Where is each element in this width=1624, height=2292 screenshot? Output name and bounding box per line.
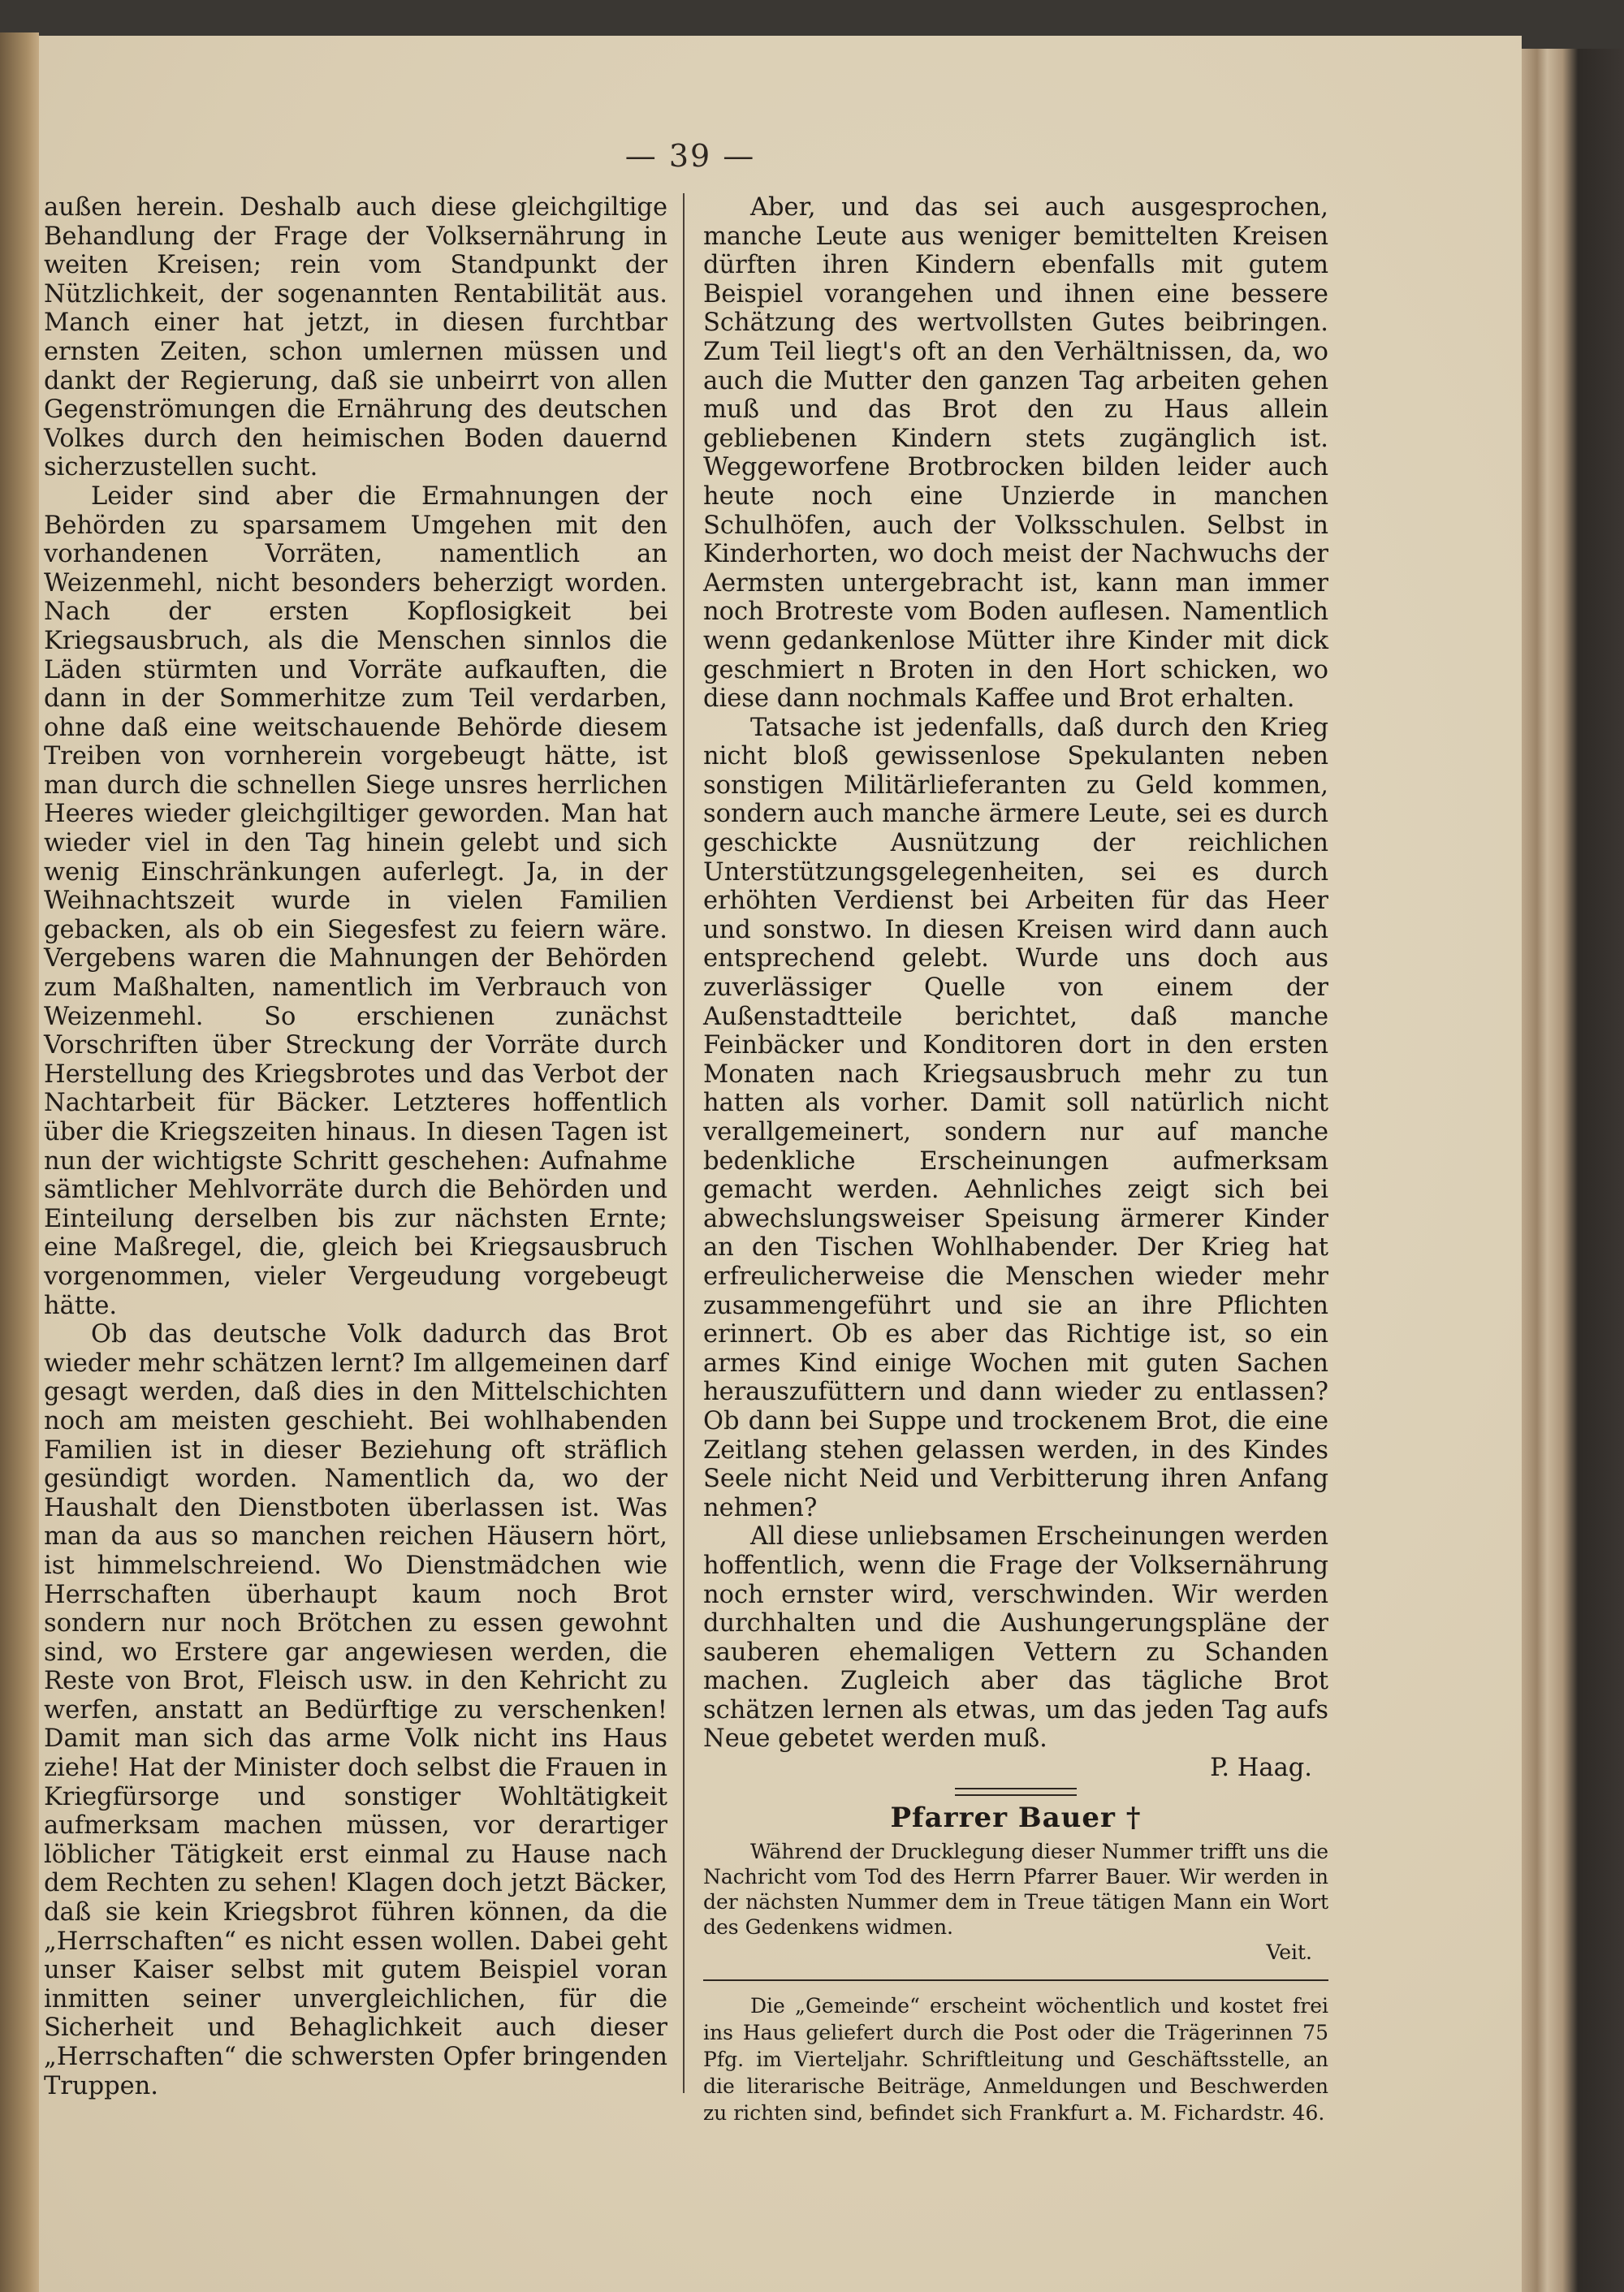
- right-column: [703, 193, 1328, 2126]
- section-separator: [955, 1788, 1077, 1796]
- column-divider: [683, 193, 685, 2093]
- left-paragraph-3: Ob das deutsche Volk dadurch das Brot wieder mehr schätzen lernt? Im allgemeinen darf gesagt werden, daß dies in den Mittelschichten noch am meisten geschieht. Bei wohlhabenden Familien ist in dieser Beziehung oft sträflich gesündigt worden. Namentlich da, wo der Haushalt den Dienstboten überlassen ist. Was man da aus so manchen reichen Häusern hört, ist himmelschreiend. Wo Dienstmädchen wie Herrschaften überhaupt kaum noch Brot sondern nur noch Brötchen zu essen gewohnt sind, wo Erstere gar angewiesen werden, die Reste von Brot, Fleisch usw. in den Kehricht zu werfen, anstatt an Bedürftige zu verschenken! Damit man sich das arme Volk nicht ins Haus ziehe! Hat der Minister doch selbst die Frauen in Kriegfürsorge und sonstiger Wohltätigkeit aufmerksam machen müssen, vor derartiger löblicher Tätigkeit erst einmal zu Hause nach dem Rechten zu sehen! Klagen doch jetzt Bäcker, daß sie kein Kriegsbrot führen können, da die „Herrschaften“ es nicht essen wollen. Dabei geht unser Kaiser selbst mit gutem Beispiel voran inmitten seiner unvergleichlichen, für die Sicherheit und Behaglichkeit auch dieser „Herrschaften“ die schwersten Opfer bringenden Truppen.: [44, 1320, 667, 2100]
- obituary-signature: Veit.: [1266, 1940, 1312, 1965]
- book-left-edge: [0, 32, 39, 2292]
- right-paragraph-3: All diese unliebsamen Erscheinungen werden hoffentlich, wenn die Frage der Volksernährung noch ernster wird, verschwinden. Wir werden durchhalten und die Aushungerungspläne der sauberen ehemaligen Vettern zu Schanden machen. Zugleich aber das tägliche Brot schätzen lernen als etwas, um das jeden Tag aufs Neue gebetet werden muß.: [703, 1522, 1328, 1754]
- obituary-title: Pfarrer Bauer †: [890, 1801, 1142, 1834]
- right-paragraph-1: Aber, und das sei auch ausgesprochen, manche Leute aus weniger bemittelten Kreisen dürften ihren Kindern ebenfalls mit gutem Beispiel vorangehen und ihnen eine bessere Schätzung des wertvollsten Gutes beibringen. Zum Teil liegt's oft an den Verhältnissen, da, wo auch die Mutter den ganzen Tag arbeiten gehen muß und das Brot den zu Haus allein gebliebenen Kindern stets zugänglich ist. Weggeworfene Brotbrocken bilden leider auch heute noch eine Unzierde in manchen Schulhöfen, auch der Volksschulen. Selbst in Kinderhorten, wo doch meist der Nachwuchs der Aermsten untergebracht ist, kann man immer noch Brotreste vom Boden auflesen. Namentlich wenn gedankenlose Mütter ihre Kinder mit dick geschmiert n Broten in den Hort schicken, wo diese dann nochmals Kaffee und Brot erhalten.: [703, 193, 1328, 714]
- publication-notice: Die „Gemeinde“ erscheint wöchentlich und kostet frei ins Haus geliefert durch die Post oder die Trägerinnen 75 Pfg. im Vierteljahr. Schriftleitung und Geschäftsstelle, an die literarische Beiträge, Anmeldungen und Beschwerden zu richten sind, befindet sich Frankfurt a. M. Fichardstr. 46.: [703, 1994, 1328, 2126]
- page-number: — 39 —: [624, 138, 756, 174]
- left-paragraph-2: Leider sind aber die Ermahnungen der Behörden zu sparsamem Umgehen mit den vorhandenen Vorräten, namentlich an Weizenmehl, nicht besonders beherzigt worden. Nach der ersten Kopflosigkeit bei Kriegsausbruch, als die Menschen sinnlos die Läden stürmten und Vorräte aufkauften, die dann in der Sommerhitze zum Teil verdarben, ohne daß eine weitschauende Behörde diesem Treiben von vornherein vorgebeugt hätte, ist man durch die schnellen Siege unsres herrlichen Heeres wieder gleichgiltiger geworden. Man hat wieder viel in den Tag hinein gelebt und sich wenig Einschränkungen auferlegt. Ja, in der Weihnachtszeit wurde in vielen Familien gebacken, als ob ein Siegesfest zu feiern wäre. Vergebens waren die Mahnungen der Behörden zum Maßhalten, namentlich im Verbrauch von Weizenmehl. So erschienen zunächst Vorschriften über Streckung der Vorräte durch Herstellung des Kriegsbrotes und das Verbot der Nachtarbeit für Bäcker. Letzteres hoffentlich über die Kriegszeiten hinaus. In diesen Tagen ist nun der wichtigste Schritt geschehen: Aufnahme sämtlicher Mehlvorräte durch die Behörden und Einteilung derselben bis zur nächsten Ernte; eine Maßregel, die, gleich bei Kriegsausbruch vorgenommen, vieler Vergeudung vorgebeugt hätte.: [44, 481, 667, 1320]
- left-paragraph-1: außen herein. Deshalb auch diese gleichgiltige Behandlung der Frage der Volksernährung in weiten Kreisen; rein vom Standpunkt der Nützlichkeit, der sogenannten Rentabilität aus. Manch einer hat jetzt, in diesen furchtbar ernsten Zeiten, schon umlernen müssen und dankt der Regierung, daß sie unbeirrt von allen Gegenströmungen die Ernährung des deutschen Volkes durch den heimischen Boden dauernd sicherzustellen sucht.: [44, 193, 667, 482]
- notice-separator: [703, 1979, 1328, 1981]
- right-paragraph-2: Tatsache ist jedenfalls, daß durch den Krieg nicht bloß gewissenlose Spekulanten neben sonstigen Militärlieferanten zu Geld kommen, sondern auch manche ärmere Leute, sei es durch geschickte Ausnützung der reichlichen Unterstützungsgelegenheiten, sei es durch erhöhten Verdienst bei Arbeiten für das Heer und sonstwo. In diesen Kreisen wird dann auch entsprechend gelebt. Wurde uns doch aus zuverlässiger Quelle von einem der Außenstadtteile berichtet, daß manche Feinbäcker und Konditoren dort in den ersten Monaten nach Kriegsausbruch mehr zu tun hatten als vorher. Damit soll natürlich nicht verallgemeinert, sondern nur auf manche bedenkliche Erscheinungen aufmerksam gemacht werden. Aehnliches zeigt sich bei abwechslungsweiser Speisung ärmerer Kinder an den Tischen Wohlhabender. Der Krieg hat erfreulicherweise die Menschen wieder mehr zusammengeführt und sie an ihre Pflichten erinnert. Ob es aber das Richtige ist, so ein armes Kind einige Wochen mit guten Sachen herauszufüttern und dann wieder zu entlassen? Ob dann bei Suppe und trockenem Brot, die eine Zeitlang stehen gelassen werden, in des Kindes Seele nicht Neid und Verbitterung ihren Anfang nehmen?: [703, 713, 1328, 1522]
- obituary-text: Während der Drucklegung dieser Nummer trifft uns die Nachricht vom Tod des Herrn Pfarrer Bauer. Wir werden in der nächsten Nummer dem in Treue tätigen Mann ein Wort des Gedenkens widmen.: [703, 1840, 1328, 1940]
- left-column: [44, 193, 667, 2100]
- article-signature: P. Haag.: [1210, 1754, 1312, 1783]
- book-spine: [1522, 49, 1624, 2292]
